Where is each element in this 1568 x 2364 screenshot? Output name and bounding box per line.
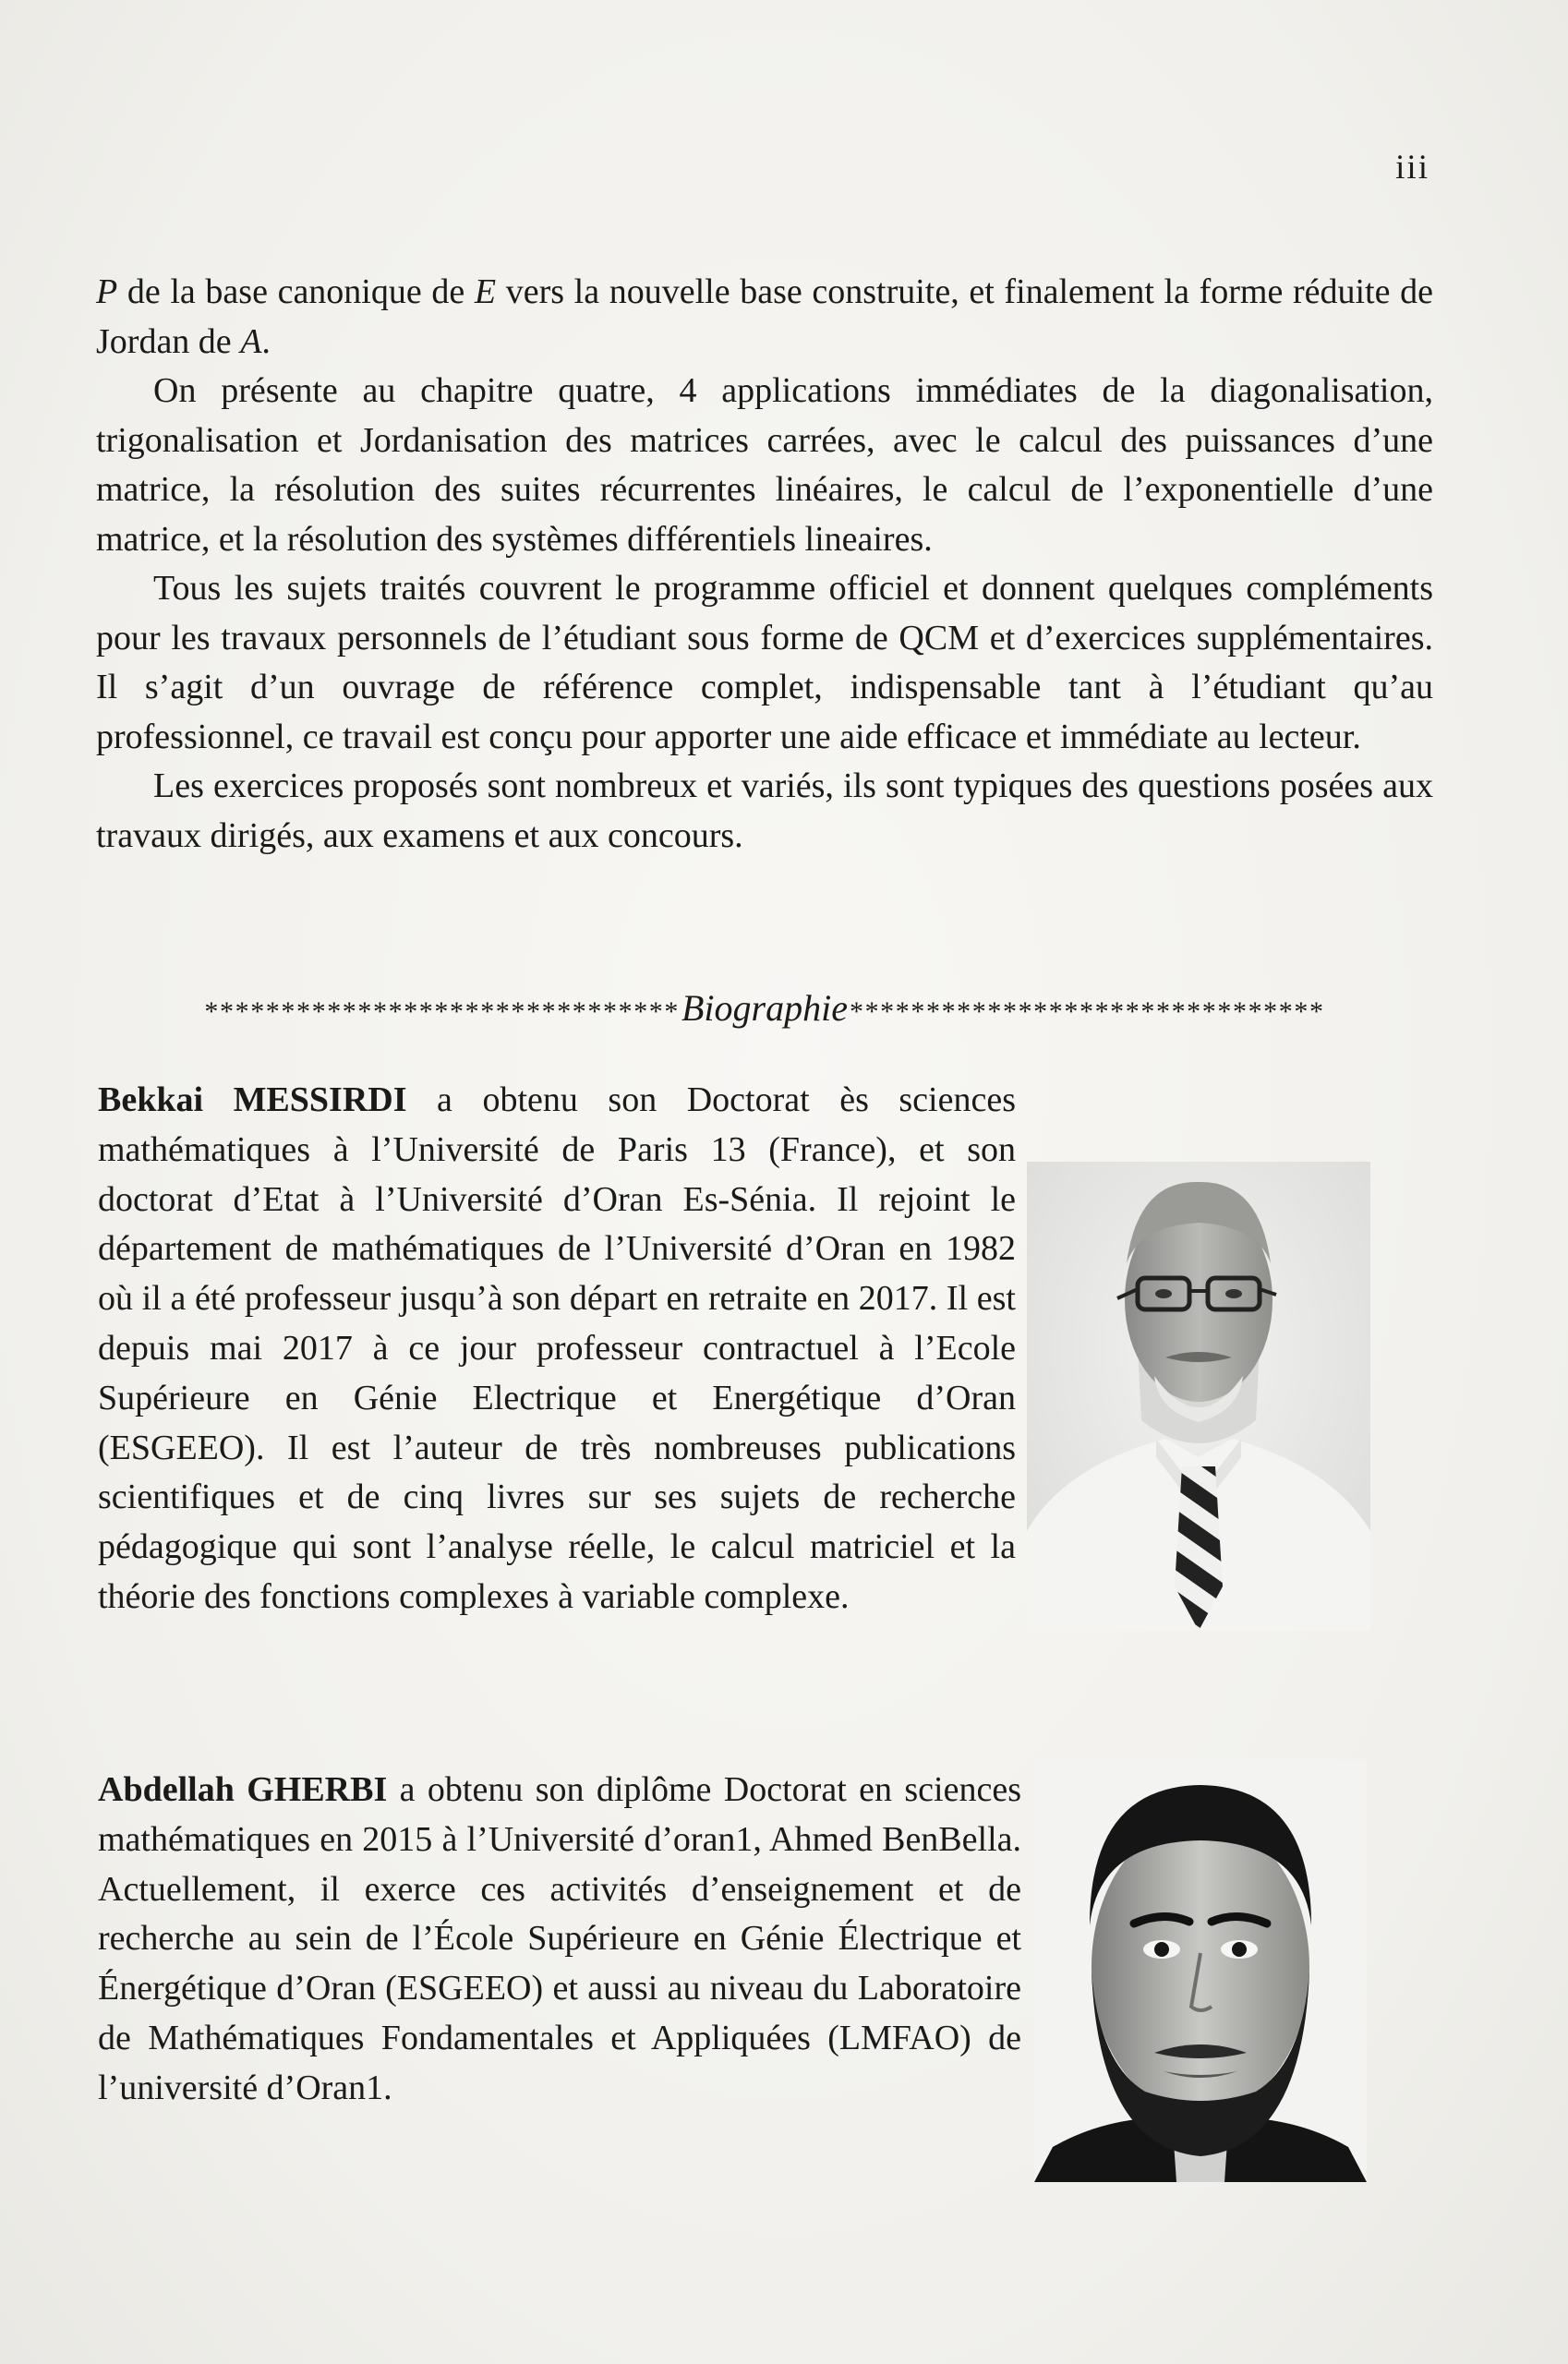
author-1-name: Bekkai MESSIRDI xyxy=(98,1080,407,1119)
intro-paragraph-1-part-3: . xyxy=(261,321,271,361)
intro-text xyxy=(96,268,1433,861)
page-number: iii xyxy=(1395,149,1429,187)
intro-paragraph-1 xyxy=(96,268,1433,367)
intro-paragraph-2: On présente au chapitre quatre, 4 applications immédiates de la diagonalisation, trigonalisation et Jordanisation des matrices carrées, avec le calcul des puissances d’une matrice, la résolution des suites récurrentes linéaires, le calcul de l’exponentielle d’une matrice, et la résolution des systèmes différentiels lineaires. xyxy=(96,371,1433,559)
intro-paragraph-1-part-1: de la base canonique de xyxy=(117,272,475,311)
author-2-text: a obtenu son diplôme Doctorat en sciences mathématiques en 2015 à l’Université d’oran1, Ahmed BenBella. Actuellement, il exerce ces activités d’enseignement et de recherche au sein de l’École Supérieure en Génie Électrique et Énergétique d’Oran (ESGEEO) et aussi au niveau du Laboratoire de Mathématiques Fondamentales et Appliquées (LMFAO) de l’université d’Oran1. xyxy=(98,1770,1021,2107)
math-variable-a: A xyxy=(240,321,262,361)
heading-stars-right: ******************************* xyxy=(849,996,1325,1027)
author-2-bio xyxy=(98,1766,1021,2114)
author-1-bio xyxy=(98,1076,1016,1622)
biography-title: Biographie xyxy=(681,987,848,1029)
intro-paragraph-4: Les exercices proposés sont nombreux et variés, ils sont typiques des questions posées aux travaux dirigés, aux examens et aux concours. xyxy=(96,766,1433,855)
heading-stars-left: ******************************* xyxy=(204,996,680,1027)
math-variable-p: P xyxy=(96,272,118,311)
author-1-text: a obtenu son Doctorat ès sciences mathématiques à l’Université de Paris 13 (France), et son doctorat d’Etat à l’Université d’Oran Es-Sénia. Il rejoint le département de mathématiques de l’Université d’Oran en 1982 où il a été professeur jusqu’à son départ en retraite en 2017. Il est depuis mai 2017 à ce jour professeur contractuel à l’Ecole Supérieure en Génie Electrique et Energétique d’Oran (ESGEEO). Il est l’auteur de très nombreuses publications scientifiques et de cinq livres sur ses sujets de recherche pédagogique qui sont l’analyse réelle, le calcul matriciel et la théorie des fonctions complexes à variable complexe. xyxy=(98,1080,1016,1616)
author-2-name: Abdellah GHERBI xyxy=(98,1770,388,1809)
author-2-photo xyxy=(1034,1759,1367,2182)
math-variable-e: E xyxy=(474,272,497,311)
intro-paragraph-3: Tous les sujets traités couvrent le programme officiel et donnent quelques compléments pour les travaux personnels de l’étudiant sous forme de QCM et d’exercices supplémentaires. Il s’agit d’un ouvrage de référence complet, indispensable tant à l’étudiant qu’au professionnel, ce travail est conçu pour apporter une aide efficace et immédiate au lecteur. xyxy=(96,569,1433,756)
author-1-photo xyxy=(1027,1162,1370,1631)
biography-heading xyxy=(96,986,1433,1030)
intro-paragraph-1-part-2: vers la nouvelle base construite, et finalement la forme réduite de Jordan de xyxy=(96,272,1433,361)
